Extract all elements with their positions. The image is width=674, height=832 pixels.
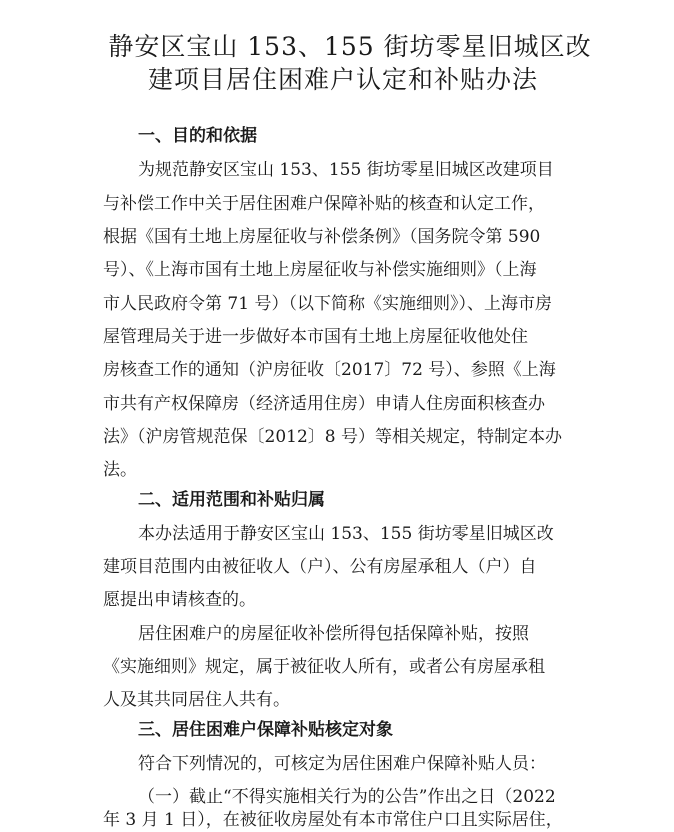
- paragraph-line: 屋管理局关于进一步做好本市国有土地上房屋征收他处住: [103, 327, 528, 347]
- section-2-heading: 二、适用范围和补贴归属: [138, 490, 325, 510]
- paragraph-line: 愿提出申请核查的。: [103, 590, 256, 610]
- paragraph-line: 根据《国有土地上房屋征收与补偿条例》（国务院令第 590: [103, 227, 541, 247]
- paragraph-line: 居住困难户的房屋征收补偿所得包括保障补贴，按照: [138, 624, 529, 644]
- paragraph-line: 为规范静安区宝山 153、155 街坊零星旧城区改建项目: [138, 160, 554, 180]
- section-1-heading: 一、目的和依据: [138, 126, 257, 146]
- paragraph-line: （一）截止“不得实施相关行为的公告”作出之日（2022: [138, 787, 556, 807]
- paragraph-line: 房核查工作的通知（沪房征收〔2017〕72 号）、参照《上海: [103, 360, 556, 380]
- section-3-heading: 三、居住困难户保障补贴核定对象: [138, 720, 393, 740]
- paragraph-line: 市人民政府令第 71 号）（以下简称《实施细则》）、上海市房: [103, 294, 552, 314]
- paragraph-line: 人及其共同居住人共有。: [103, 690, 290, 710]
- paragraph-line: 号）、《上海市国有土地上房屋征收与补偿实施细则》（上海: [103, 260, 537, 280]
- paragraph-line: 符合下列情况的，可核定为居住困难户保障补贴人员：: [138, 754, 546, 774]
- paragraph-line: 《实施细则》规定，属于被征收人所有，或者公有房屋承租: [103, 657, 545, 677]
- paragraph-line: 建项目范围内由被征收人（户）、公有房屋承租人（户）自: [103, 557, 537, 577]
- paragraph-line: 市共有产权保障房（经济适用住房）申请人住房面积核查办: [103, 394, 545, 414]
- paragraph-line: 本办法适用于静安区宝山 153、155 街坊零星旧城区改: [138, 524, 554, 544]
- document-title-line-1: 静安区宝山 153、155 街坊零星旧城区改: [108, 32, 592, 61]
- paragraph-line: 与补偿工作中关于居住困难户保障补贴的核查和认定工作，: [103, 194, 545, 214]
- document-title-line-2: 建项目居住困难户认定和补贴办法: [148, 65, 539, 94]
- paragraph-line: 法。: [103, 460, 137, 480]
- paragraph-line: 法》（沪房管规范保〔2012〕8 号）等相关规定，特制定本办: [103, 427, 562, 447]
- paragraph-line: 年 3 月 1 日），在被征收房屋处有本市常住户口且实际居住，: [103, 810, 563, 830]
